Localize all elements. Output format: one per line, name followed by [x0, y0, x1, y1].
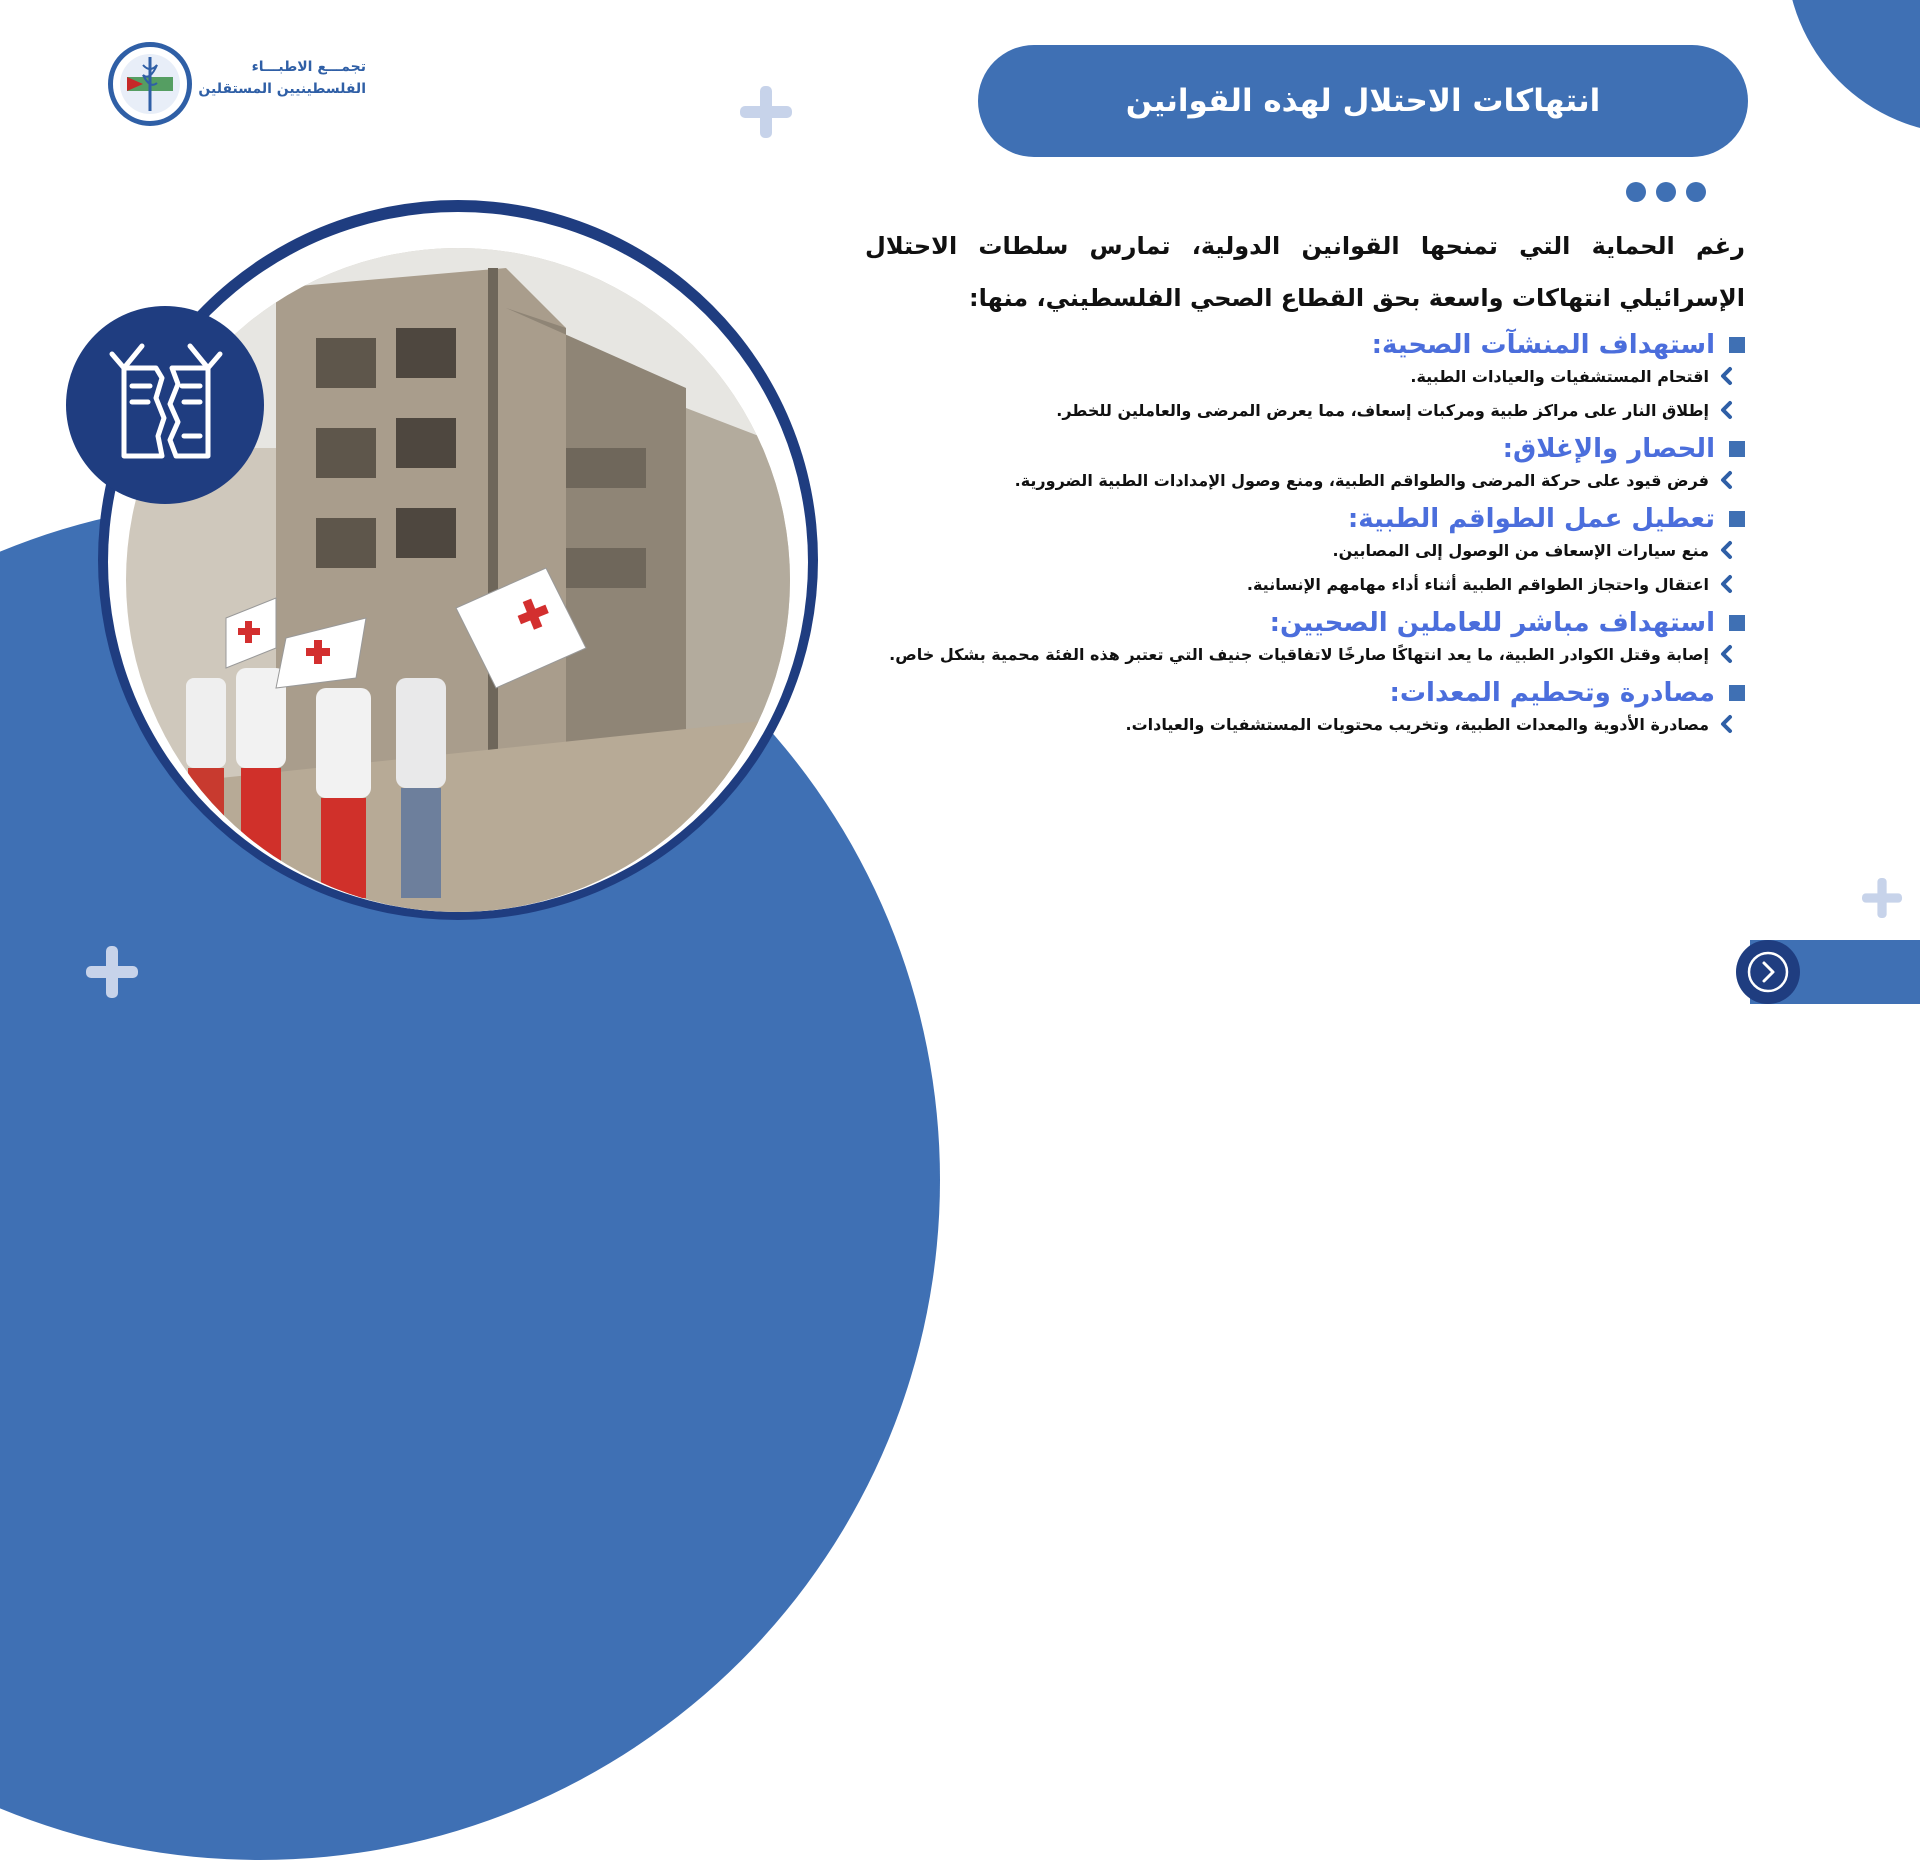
- organization-logo: [108, 38, 368, 124]
- square-bullet-icon: [1729, 615, 1745, 631]
- chevron-right-circle-icon: [1746, 950, 1790, 994]
- list-item: [865, 400, 1737, 420]
- square-bullet-icon: [1729, 511, 1745, 527]
- chevron-left-icon: [1717, 574, 1737, 594]
- section-heading-text: مصادرة وتحطيم المعدات:: [1389, 678, 1715, 708]
- chevron-left-icon: [1717, 366, 1737, 386]
- list-item: [865, 644, 1737, 664]
- content-area: [865, 220, 1745, 748]
- section-health-workers: [865, 608, 1745, 664]
- logo-emblem-icon: [108, 42, 192, 126]
- chevron-left-icon: [1717, 470, 1737, 490]
- list-item: [865, 574, 1737, 594]
- intro-paragraph: رغم الحماية التي تمنحها القوانين الدولية، تمارس سلطات الاحتلال الإسرائيلي انتهاكات واسعة بحق القطاع الصحي الفلسطيني، منها:: [865, 232, 1745, 312]
- section-heading: [865, 608, 1745, 638]
- section-medical-teams: [865, 504, 1745, 594]
- section-heading-text: الحصار والإغلاق:: [1502, 434, 1715, 464]
- plus-icon: [86, 946, 138, 998]
- page-title: انتهاكات الاحتلال لهذه القوانين: [1125, 83, 1601, 119]
- section-heading: [865, 678, 1745, 708]
- title-banner: [978, 45, 1748, 157]
- section-equipment: [865, 678, 1745, 734]
- section-heading-text: استهداف مباشر للعاملين الصحيين:: [1269, 608, 1715, 638]
- list-item: [865, 470, 1737, 490]
- dots-decoration: [1626, 182, 1706, 202]
- list-item: [865, 714, 1737, 734]
- square-bullet-icon: [1729, 685, 1745, 701]
- plus-icon: [740, 86, 792, 138]
- plus-icon: [1862, 878, 1893, 909]
- list-item-text: فرض قيود على حركة المرضى والطواقم الطبية، ومنع وصول الإمدادات الطبية الضرورية.: [1014, 470, 1709, 490]
- section-facilities: [865, 330, 1745, 420]
- list-item-text: اعتقال واحتجاز الطواقم الطبية أثناء أداء مهامهم الإنسانية.: [1246, 574, 1709, 594]
- square-bullet-icon: [1729, 441, 1745, 457]
- logo-text: [196, 56, 366, 100]
- chevron-left-icon: [1717, 540, 1737, 560]
- square-bullet-icon: [1729, 337, 1745, 353]
- section-heading-text: تعطيل عمل الطواقم الطبية:: [1347, 504, 1715, 534]
- list-item-text: منع سيارات الإسعاف من الوصول إلى المصابين.: [1332, 540, 1709, 560]
- list-item: [865, 540, 1737, 560]
- section-heading-text: استهداف المنشآت الصحية:: [1371, 330, 1715, 360]
- chevron-left-icon: [1717, 714, 1737, 734]
- list-item-text: مصادرة الأدوية والمعدات الطبية، وتخريب محتويات المستشفيات والعيادات.: [1125, 714, 1709, 734]
- list-item-text: إصابة وقتل الكوادر الطبية، ما يعد انتهاكًا صارخًا لاتفاقيات جنيف التي تعتبر هذه الفئة محمية بشكل خاص.: [889, 644, 1709, 664]
- torn-document-badge: [66, 306, 264, 504]
- logo-line-1: تجمـــع الاطبـــاء: [251, 59, 366, 75]
- section-heading: [865, 330, 1745, 360]
- torn-document-icon: [66, 306, 264, 504]
- section-heading: [865, 434, 1745, 464]
- chevron-left-icon: [1717, 644, 1737, 664]
- logo-line-2: الفلسطينيين المستقلين: [198, 81, 366, 97]
- corner-blob: [1786, 0, 1920, 134]
- list-item-text: إطلاق النار على مراكز طبية ومركبات إسعاف، مما يعرض المرضى والعاملين للخطر.: [1056, 400, 1709, 420]
- next-slide-button[interactable]: [1736, 940, 1800, 1004]
- section-siege: [865, 434, 1745, 490]
- chevron-left-icon: [1717, 400, 1737, 420]
- list-item: [865, 366, 1737, 386]
- list-item-text: اقتحام المستشفيات والعيادات الطبية.: [1410, 366, 1709, 386]
- section-heading: [865, 504, 1745, 534]
